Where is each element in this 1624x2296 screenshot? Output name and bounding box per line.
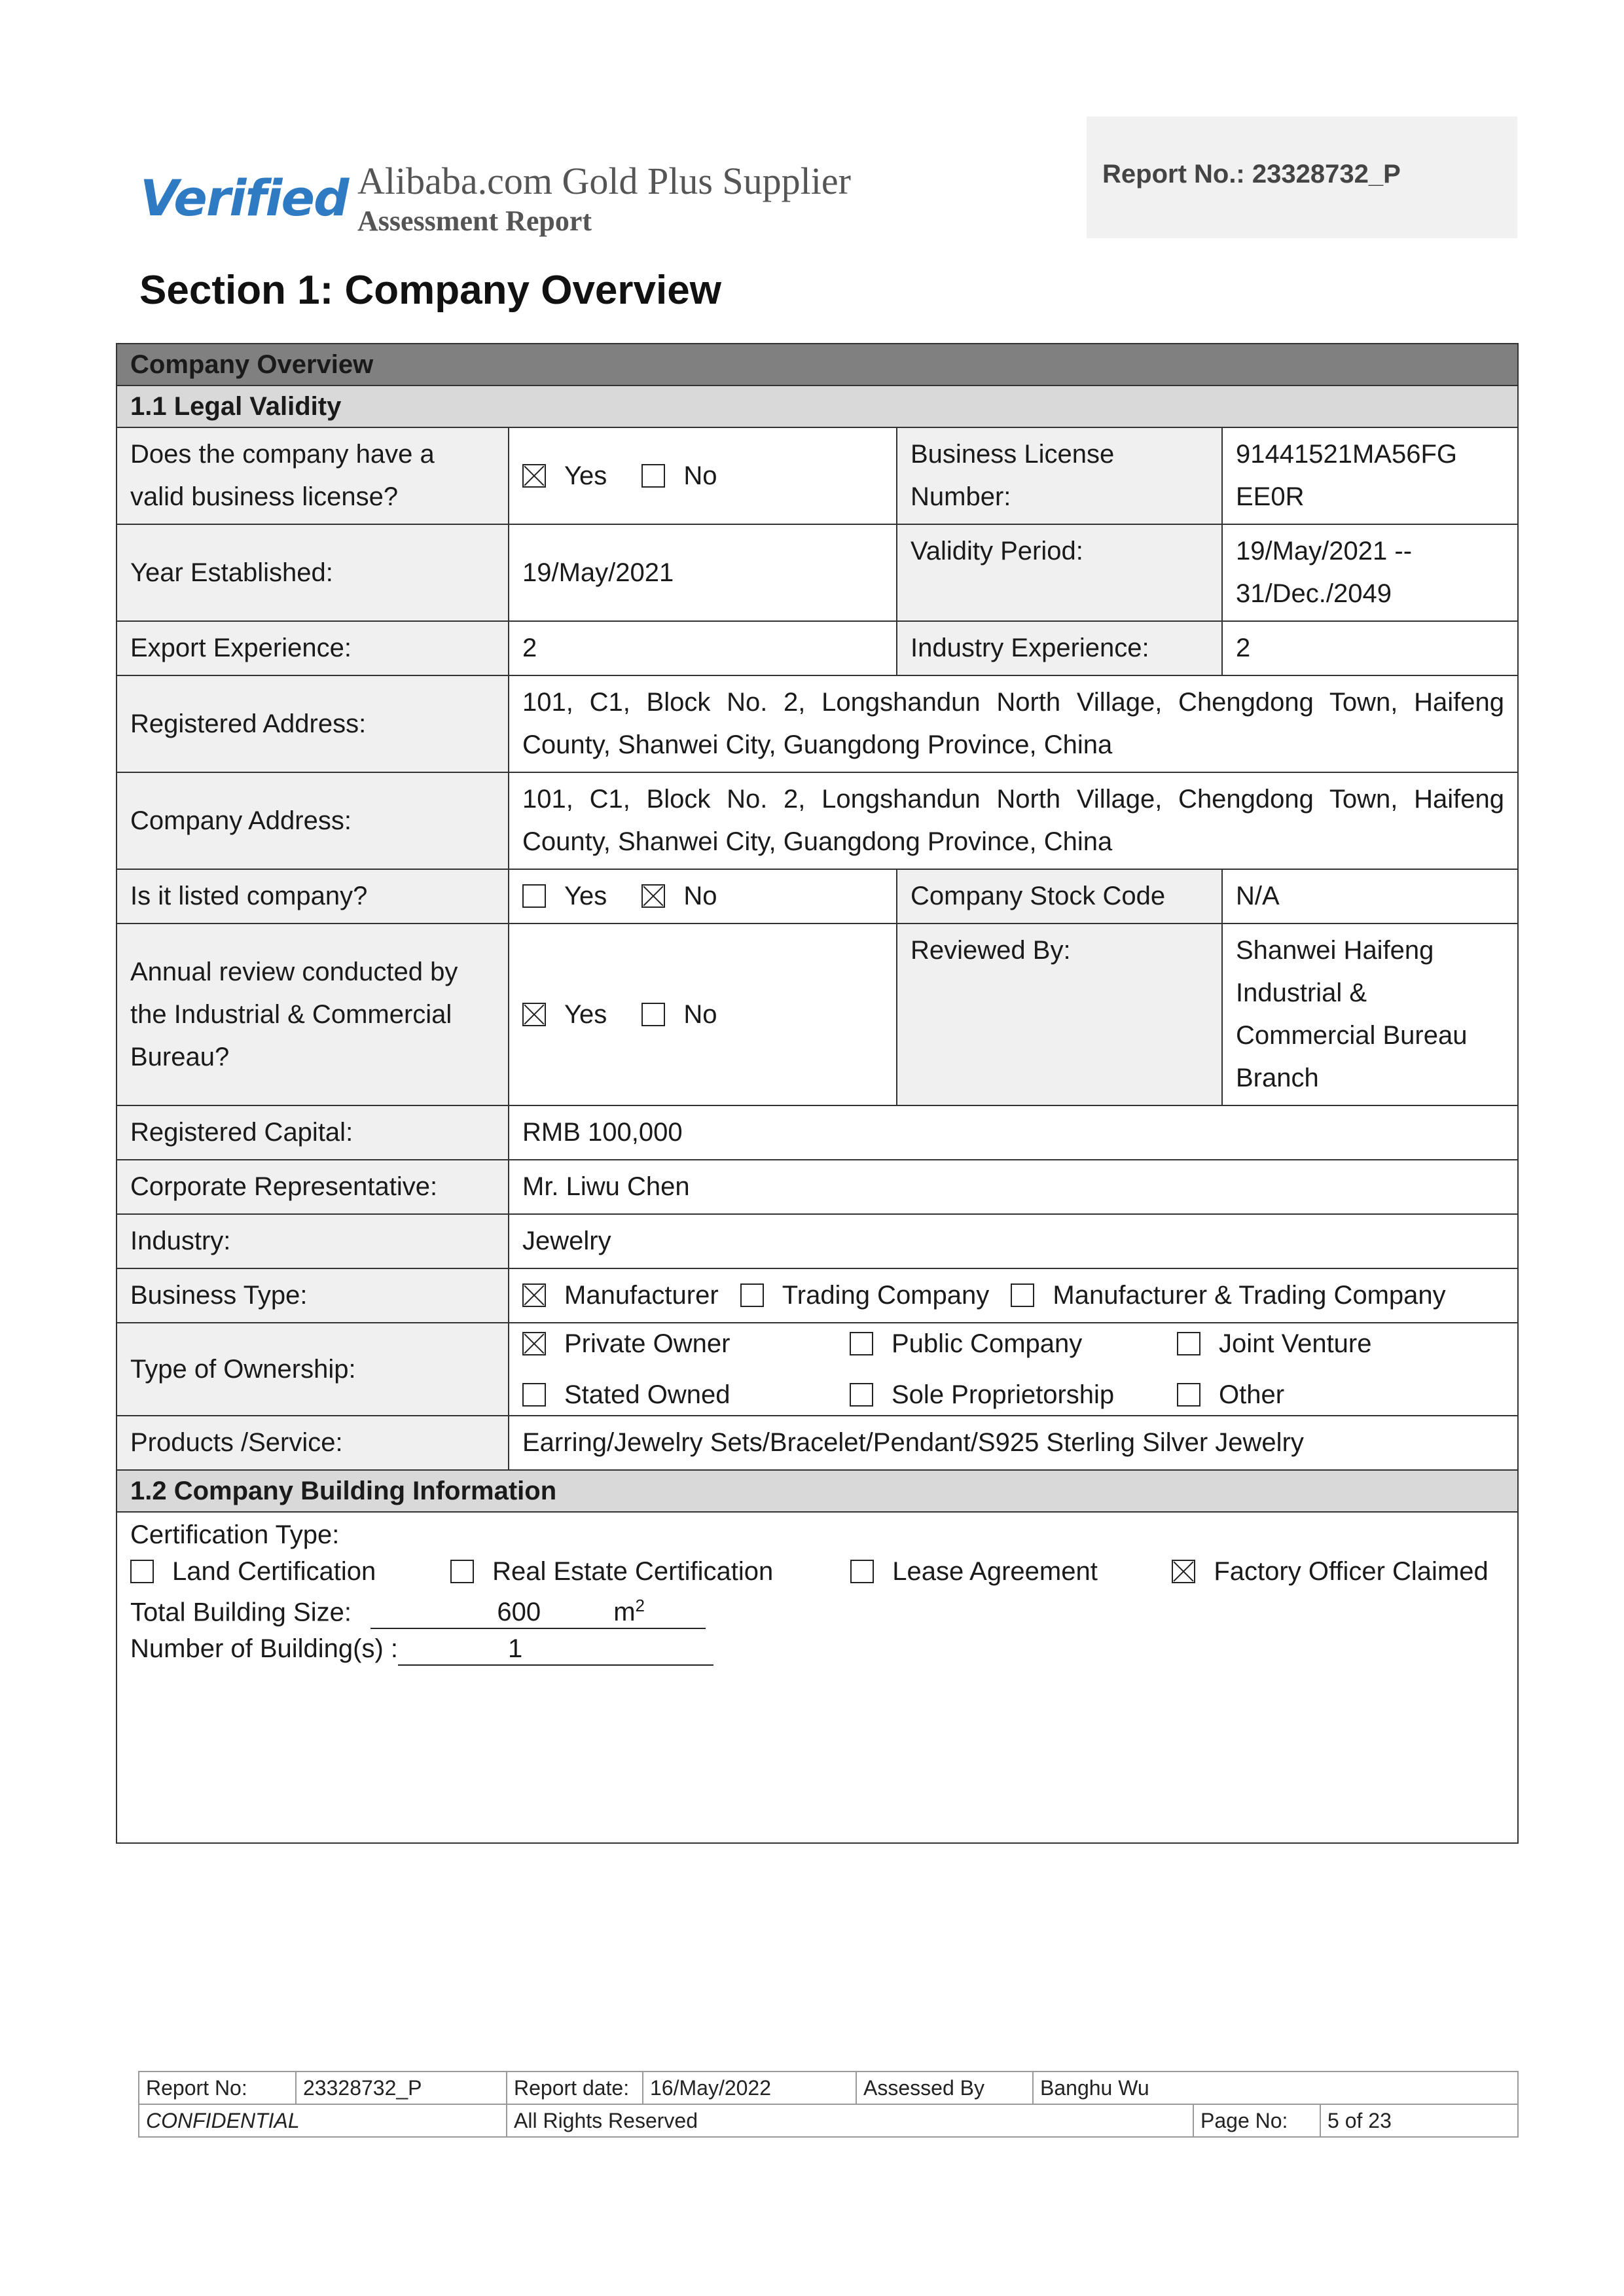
- building-count-label: Number of Building(s) :: [130, 1634, 399, 1664]
- cert-type-label: Certification Type:: [130, 1520, 340, 1549]
- own-private-option[interactable]: [522, 1327, 850, 1360]
- annual-no-option[interactable]: [641, 994, 717, 1036]
- listed-no-option[interactable]: [641, 875, 717, 918]
- building-size-label: Total Building Size:: [130, 1598, 352, 1627]
- industry-label: Industry:: [117, 1214, 509, 1268]
- verified-logo: Verified: [140, 169, 348, 227]
- option-label: Public Company: [892, 1329, 1083, 1358]
- business-license-label: Business License Number:: [897, 427, 1222, 524]
- stock-code-label: Company Stock Code: [897, 869, 1222, 924]
- stock-code-value: N/A: [1222, 869, 1518, 924]
- cert-factory-option[interactable]: [1172, 1557, 1488, 1586]
- footer-report-date-label: Report date:: [507, 2072, 643, 2104]
- btype-trading-option[interactable]: [740, 1281, 989, 1310]
- reviewed-by-label: Reviewed By:: [897, 924, 1222, 1105]
- own-sole-option[interactable]: [850, 1378, 1177, 1411]
- checkbox-checked-icon: [522, 1283, 546, 1307]
- footer-report-no-value: 23328732_P: [296, 2072, 507, 2104]
- table-row: [117, 675, 1518, 772]
- license-options: [509, 427, 897, 524]
- checkbox-checked-icon: [522, 1332, 546, 1355]
- header-title: Alibaba.com Gold Plus Supplier: [357, 160, 851, 202]
- footer-report-date-value: 16/May/2022: [643, 2072, 856, 2104]
- building-size-unit-sup: 2: [635, 1596, 645, 1615]
- listed-yes-option[interactable]: [522, 875, 607, 918]
- listed-company-label: Is it listed company?: [117, 869, 509, 924]
- validity-value: 19/May/2021 -- 31/Dec./2049: [1222, 524, 1518, 621]
- header-subtitle: Assessment Report: [357, 205, 592, 237]
- business-license-value: 91441521MA56FG EE0R: [1222, 427, 1518, 524]
- option-label: Manufacturer: [564, 1281, 719, 1310]
- option-label: Real Estate Certification: [492, 1557, 774, 1586]
- option-label: Trading Company: [782, 1281, 990, 1310]
- checkbox-empty-icon: [850, 1383, 873, 1407]
- annual-yes-option[interactable]: [522, 994, 607, 1036]
- checkbox-empty-icon: [641, 1003, 665, 1026]
- band-title: Company Overview: [117, 344, 1518, 386]
- table-row: [117, 1512, 1518, 1843]
- checkbox-empty-icon: [740, 1283, 764, 1307]
- footer-assessed-value: Banghu Wu: [1033, 2072, 1518, 2104]
- option-label: Joint Venture: [1219, 1329, 1372, 1358]
- option-label: No: [683, 882, 717, 910]
- checkbox-checked-icon: [641, 884, 665, 908]
- company-address-label: Company Address:: [117, 772, 509, 869]
- footer-rights: All Rights Reserved: [507, 2104, 1193, 2137]
- cert-options: [130, 1553, 1504, 1590]
- license-yes-option[interactable]: [522, 455, 607, 497]
- products-value: Earring/Jewelry Sets/Bracelet/Pendant/S925 Sterling Silver Jewelry: [509, 1416, 1518, 1470]
- btype-manufacturer-trading-option[interactable]: [1011, 1281, 1445, 1310]
- option-label: Private Owner: [564, 1329, 731, 1358]
- option-label: Other: [1219, 1380, 1285, 1409]
- registered-capital-value: RMB 100,000: [509, 1105, 1518, 1160]
- building-count-field: [398, 1633, 713, 1666]
- cert-real-estate-option[interactable]: [450, 1553, 843, 1590]
- checkbox-checked-icon: [1172, 1560, 1195, 1583]
- footer-table: [138, 2071, 1519, 2138]
- table-row: [117, 1416, 1518, 1470]
- checkbox-empty-icon: [641, 464, 665, 488]
- option-label: Stated Owned: [564, 1380, 731, 1409]
- license-question: Does the company have a valid business license?: [117, 427, 509, 524]
- option-label: Yes: [564, 999, 607, 1029]
- license-no-option[interactable]: [641, 455, 717, 497]
- footer-page-value: 5 of 23: [1320, 2104, 1518, 2137]
- legal-validity-title: 1.1 Legal Validity: [117, 386, 1518, 427]
- own-state-option[interactable]: [522, 1378, 850, 1411]
- table-band: [117, 344, 1518, 386]
- building-info-body: [117, 1512, 1518, 1843]
- checkbox-empty-icon: [1011, 1283, 1034, 1307]
- registered-address-value: 101, C1, Block No. 2, Longshandun North Village, Chengdong Town, Haifeng County, Shanwei City, Guangdong Province, China: [509, 675, 1518, 772]
- checkbox-empty-icon: [850, 1332, 873, 1355]
- checkbox-empty-icon: [1177, 1383, 1200, 1407]
- export-experience-value: 2: [509, 621, 897, 675]
- checkbox-empty-icon: [522, 884, 546, 908]
- footer-report-no-label: Report No:: [139, 2072, 296, 2104]
- listed-options: [509, 869, 897, 924]
- table-row: [117, 869, 1518, 924]
- table-row: [117, 1214, 1518, 1268]
- checkbox-empty-icon: [130, 1560, 154, 1583]
- annual-review-options: [509, 924, 897, 1105]
- annual-review-label: Annual review conducted by the Industrial & Commercial Bureau?: [117, 924, 509, 1105]
- year-established-value: 19/May/2021: [509, 524, 897, 621]
- business-type-options: [509, 1268, 1518, 1323]
- year-established-label: Year Established:: [117, 524, 509, 621]
- option-label: No: [683, 999, 717, 1029]
- footer-page-label: Page No:: [1193, 2104, 1320, 2137]
- building-count-line: [130, 1630, 1504, 1667]
- representative-label: Corporate Representative:: [117, 1160, 509, 1214]
- option-label: Lease Agreement: [892, 1557, 1098, 1586]
- table-row: [117, 1268, 1518, 1323]
- own-other-option[interactable]: [1177, 1378, 1452, 1411]
- footer-assessed-label: Assessed By: [856, 2072, 1033, 2104]
- table-row: [117, 1160, 1518, 1214]
- registered-capital-label: Registered Capital:: [117, 1105, 509, 1160]
- own-public-option[interactable]: [850, 1327, 1177, 1360]
- option-label: Land Certification: [172, 1557, 376, 1586]
- industry-value: Jewelry: [509, 1214, 1518, 1268]
- checkbox-checked-icon: [522, 1003, 546, 1026]
- representative-value: Mr. Liwu Chen: [509, 1160, 1518, 1214]
- building-info-title: 1.2 Company Building Information: [117, 1470, 1518, 1512]
- own-joint-option[interactable]: [1177, 1327, 1452, 1360]
- building-size-line: [130, 1590, 1504, 1630]
- report-number: Report No.: 23328732_P: [1102, 160, 1401, 188]
- checkbox-empty-icon: [450, 1560, 474, 1583]
- footer-confidential: CONFIDENTIAL: [139, 2104, 507, 2137]
- industry-experience-label: Industry Experience:: [897, 621, 1222, 675]
- section-title: Section 1: Company Overview: [139, 268, 721, 313]
- building-size-field: [370, 1590, 706, 1629]
- option-label: Sole Proprietorship: [892, 1380, 1115, 1409]
- cert-land-option[interactable]: [130, 1553, 443, 1590]
- products-label: Products /Service:: [117, 1416, 509, 1470]
- report-number-box: [1087, 117, 1517, 238]
- footer-row: [139, 2072, 1518, 2104]
- building-size-unit: m: [613, 1598, 636, 1627]
- company-address-value: 101, C1, Block No. 2, Longshandun North Village, Chengdong Town, Haifeng County, Shanwei City, Guangdong Province, China: [509, 772, 1518, 869]
- validity-label: Validity Period:: [897, 524, 1222, 621]
- table-row: [117, 924, 1518, 1105]
- checkbox-empty-icon: [850, 1560, 874, 1583]
- checkbox-checked-icon: [522, 464, 546, 488]
- building-size-value: 600: [497, 1598, 541, 1627]
- option-label: Factory Officer Claimed: [1214, 1557, 1489, 1586]
- table-row: [117, 524, 1518, 621]
- checkbox-empty-icon: [1177, 1332, 1200, 1355]
- table-row: [117, 427, 1518, 524]
- business-type-label: Business Type:: [117, 1268, 509, 1323]
- table-subband: [117, 1470, 1518, 1512]
- table-row: [117, 621, 1518, 675]
- industry-experience-value: 2: [1222, 621, 1518, 675]
- option-label: No: [683, 461, 717, 490]
- ownership-options: [509, 1323, 1518, 1416]
- table-row: [117, 1323, 1518, 1416]
- export-experience-label: Export Experience:: [117, 621, 509, 675]
- checkbox-empty-icon: [522, 1383, 546, 1407]
- option-label: Yes: [564, 461, 607, 490]
- table-row: [117, 1105, 1518, 1160]
- option-label: Yes: [564, 882, 607, 910]
- company-overview-table: [116, 343, 1519, 1844]
- table-subband: [117, 386, 1518, 427]
- building-count-value: 1: [508, 1634, 523, 1664]
- table-row: [117, 772, 1518, 869]
- cert-lease-option[interactable]: [850, 1553, 1164, 1590]
- footer-row: [139, 2104, 1518, 2137]
- option-label: Manufacturer & Trading Company: [1053, 1281, 1446, 1310]
- ownership-label: Type of Ownership:: [117, 1323, 509, 1416]
- reviewed-by-value: Shanwei Haifeng Industrial & Commercial Bureau Branch: [1222, 924, 1518, 1105]
- registered-address-label: Registered Address:: [117, 675, 509, 772]
- btype-manufacturer-option[interactable]: [522, 1281, 719, 1310]
